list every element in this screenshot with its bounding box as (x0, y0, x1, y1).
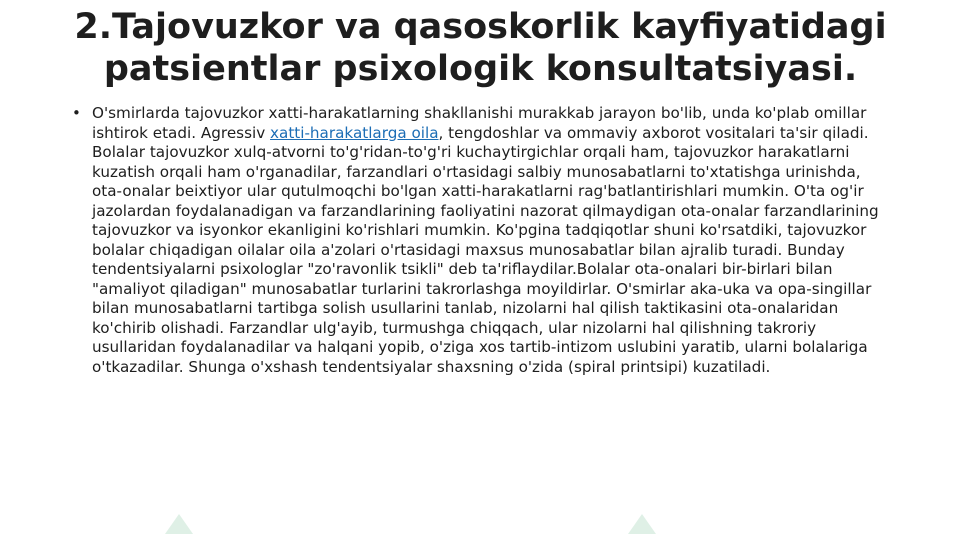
watermark-arrow-icon (165, 514, 193, 534)
paragraph-text-after-link: , tengdoshlar va ommaviy axborot vositalari ta'sir qiladi. Bolalar tajovuzkor xulq-atvorni to'g'ridan-to'g'ri kuchaytirgichlar orqali ham, tajovuzkor harakatlarni kuzatish orqali ham o'rganadilar, farzandlari o'rtasidagi salbiy munosabatlarni to'xtatishga urinishda, ota-onalar beixtiyor ular qutulmoqchi bo'lgan xatti-harakatlarni rag'batlantirishlari mumkin. O'ta og'ir jazolardan foydalanadigan va farzandlarining faoliyatini nazorat qilmaydigan ota-onalar farzandlarining tajovuzkor va isyonkor ekanligini ko'rishlari mumkin. Ko'pgina tadqiqotlar shuni ko'rsatdiki, tajovuzkor bolalar chiqadigan oilalar oila a'zolari o'rtasidagi maxsus munosabatlar bilan ajralib turadi. Bunday tendentsiyalarni psixologlar "zo'ravonlik tsikli" deb ta'riflaydilar.Bolalar ota-onalari bir-birlari bilan "amaliyot qiladigan" munosabatlar turlarini takrorlashga moyildirlar. O'smirlar aka-uka va opa-singillar bilan munosabatlarni tartibga solish usullarini tanlab, nizolarni hal qilish taktikasini ota-onalaridan ko'chirib olishadi. Farzandlar ulg'ayib, turmushga chiqqach, ular nizolarni hal qilishning takroriy usullaridan foydalanadilar va halqani yopib, o'ziga xos tartib-intizom uslubini yaratib, ularni bolalariga o'tkazadilar. Shunga o'xshash tendentsiyalar shaxsning o'zida (spiral printsipi) kuzatiladi. (92, 123, 879, 376)
paragraph-text-before-link: O'smirlarda tajovuzkor xatti-harakatlarning shakllanishi murakkab jarayon bo'lib, unda ko'plab omillar ishtirok etadi. Agressiv (92, 104, 867, 142)
watermark-arrow-icon (628, 514, 656, 534)
watermark-right (628, 514, 656, 540)
watermark-left (165, 514, 193, 540)
slide-body (72, 104, 892, 377)
bullet-paragraph (72, 104, 892, 377)
bullet-icon: • (72, 104, 81, 122)
hyperlink-oila[interactable]: xatti-harakatlarga oila (270, 123, 439, 142)
slide-title: 2.Tajovuzkor va qasoskorlik kayfiyatidagi patsientlar psixologik konsultatsiyasi. (74, 7, 887, 89)
